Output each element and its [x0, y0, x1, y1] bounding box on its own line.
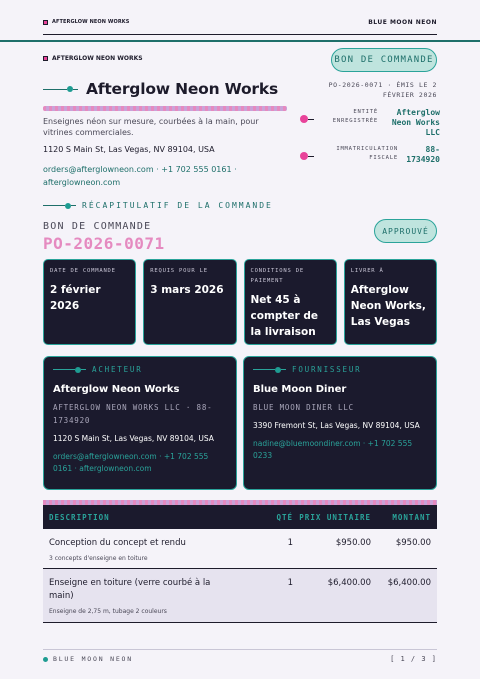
brand-square-icon [43, 20, 48, 25]
footer-brand-label: BLUE MOON NEON [53, 655, 133, 663]
row-title: Enseigne en toiture (verre courbé à la main) [49, 578, 211, 601]
supplier-legal: BLUE MOON DINER LLC [253, 403, 354, 412]
tax-value: 88-1734920 [406, 145, 440, 164]
row-unit-price: $950.00 [335, 538, 371, 548]
supplier-heading-label: FOURNISSEUR [292, 365, 362, 374]
buyer-address: 1120 S Main St, Las Vegas, NV 89104, USA [53, 434, 214, 443]
row-subtitle: Enseigne de 2,75 m, tubage 2 couleurs [49, 608, 167, 615]
top-client-label: BLUE MOON NEON [368, 18, 437, 26]
issuer-name: Afterglow Neon Works [86, 80, 279, 98]
dot-line-icon [53, 367, 86, 373]
header-brand [43, 55, 143, 62]
summary-section-heading [43, 201, 273, 210]
buyer-card [43, 356, 237, 490]
table-row [43, 529, 437, 569]
row-amount: $950.00 [395, 538, 431, 548]
card-label: DATE DE COMMANDE [50, 268, 116, 274]
col-description: DESCRIPTION [49, 512, 110, 522]
decorative-zigzag [43, 106, 287, 111]
supplier-heading [253, 365, 427, 374]
supplier-card [243, 356, 437, 490]
top-bar [43, 16, 437, 28]
order-date-card [43, 259, 136, 345]
col-amount: MONTANT [392, 512, 431, 522]
top-brand-label: AFTERGLOW NEON WORKS [52, 19, 130, 25]
ship-to-card [344, 259, 437, 345]
accent-divider [0, 40, 480, 42]
pink-dot-icon [300, 115, 308, 123]
doc-number-issued: PO-2026-0071 · ÉMIS LE 2 FÉVRIER 2026 [328, 81, 437, 99]
card-value: 2 février 2026 [50, 284, 101, 312]
card-value: Net 45 à compter de la livraison [250, 294, 319, 338]
card-value: Afterglow Neon Works, Las Vegas [350, 284, 426, 328]
card-label: LIVRER À [350, 268, 384, 274]
issuer-title [43, 80, 278, 98]
doc-type-badge: BON DE COMMANDE [331, 48, 437, 72]
dot-line-icon [43, 203, 76, 209]
row-qty: 1 [287, 538, 293, 548]
row-description [43, 537, 253, 562]
buyer-name: Afterglow Neon Works [53, 384, 180, 395]
issuer-contact[interactable]: orders@afterglowneon.com · +1 702 555 0161 · afterglowneon.com [43, 165, 237, 187]
buyer-heading [53, 365, 227, 374]
header-brand-label: AFTERGLOW NEON WORKS [52, 55, 143, 62]
payment-terms-card [244, 259, 337, 345]
tax-row [300, 145, 440, 165]
row-description [43, 577, 253, 615]
po-label: BON DE COMMANDE [43, 221, 152, 232]
row-unit-price: $6,400.00 [327, 578, 371, 588]
row-subtitle: 3 concepts d'enseigne en toiture [49, 555, 148, 562]
pink-dot-icon [300, 152, 308, 160]
buyer-contact[interactable]: orders@afterglowneon.com · +1 702 555 0161 · afterglowneon.com [53, 452, 209, 473]
dot-line-icon [253, 367, 286, 373]
footer-brand [43, 655, 133, 663]
col-unit-price: PRIX UNITAIRE [299, 512, 371, 522]
row-title: Conception du concept et rendu [49, 538, 186, 548]
summary-section-title: RÉCAPITULATIF DE LA COMMANDE [82, 201, 273, 210]
entity-value: Afterglow Neon Works LLC [391, 108, 440, 137]
col-qty: QTÉ [276, 512, 293, 522]
card-label: REQUIS POUR LE [150, 268, 208, 274]
po-number: PO-2026-0071 [43, 234, 165, 253]
row-amount: $6,400.00 [387, 578, 431, 588]
buyer-legal: AFTERGLOW NEON WORKS LLC · 88-1734920 [53, 403, 213, 425]
top-brand [43, 19, 129, 25]
entity-row [300, 108, 440, 138]
footer-divider [43, 649, 437, 650]
supplier-contact[interactable]: nadine@bluemoondiner.com · +1 702 555 0233 [253, 439, 413, 460]
status-badge: APPROUVÉ [374, 219, 437, 243]
supplier-name: Blue Moon Diner [253, 384, 347, 395]
card-label: CONDITIONS DE PAIEMENT [250, 268, 304, 284]
brand-square-icon [43, 56, 48, 61]
issuer-address: 1120 S Main St, Las Vegas, NV 89104, USA [43, 145, 215, 154]
card-value: 3 mars 2026 [150, 284, 224, 296]
row-qty: 1 [287, 578, 293, 588]
issuer-description: Enseignes néon sur mesure, courbées à la main, pour vitrines commerciales. [43, 117, 259, 137]
tax-label: IMMATRICULATION FISCALE [336, 146, 398, 161]
required-date-card [143, 259, 236, 345]
dot-line-icon [43, 86, 78, 92]
entity-label: ENTITÉ ENREGISTRÉE [332, 109, 378, 124]
footer [43, 655, 437, 663]
supplier-address: 3390 Fremont St, Las Vegas, NV 89104, USA [253, 421, 420, 430]
teal-dot-icon [43, 657, 48, 662]
page-indicator: [ 1 / 3 ] [390, 655, 437, 663]
table-header [43, 505, 437, 529]
summary-cards [43, 259, 437, 345]
table-row [43, 569, 437, 623]
top-divider [43, 34, 437, 35]
buyer-heading-label: ACHETEUR [92, 365, 143, 374]
